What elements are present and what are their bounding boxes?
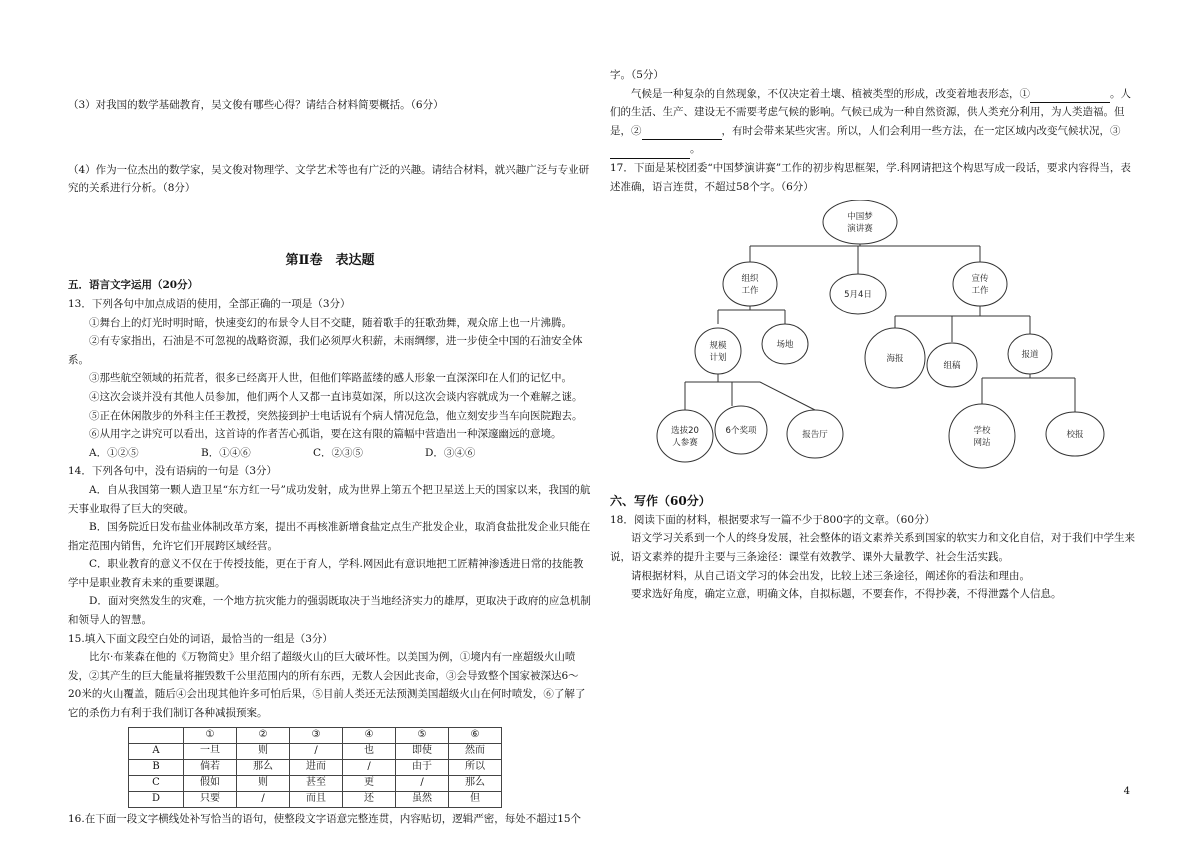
period: 。 (690, 143, 701, 156)
node-publicity (953, 262, 1007, 306)
question-16-stem: 16.在下面一段文字横线处补写恰当的语句，使整段文字语意完整连贯，内容贴切，逻辑严密，每处不超过15个 (68, 812, 582, 825)
label-website-2: 网站 (973, 438, 991, 449)
q13-item: ③那些航空领域的拓荒者，很多已经离开人世，但他们筚路蓝缕的感人形象一直深深印在人们的记忆中。 (89, 372, 572, 385)
label-website-1: 学校 (973, 426, 991, 437)
answer-blank-3[interactable] (610, 146, 690, 159)
table-cell: / (237, 791, 290, 807)
table-cell: 一旦 (184, 743, 237, 759)
table-cell: 只要 (184, 791, 237, 807)
table-cell: 即使 (396, 743, 449, 759)
q15-passage: 比尔·布莱森在他的《万物简史》里介绍了超级火山的巨大破坏性。以美国为例，①境内有一座超级火山喷发，②其产生的巨大能量将摧毁数千公里范围内的所有东西，无数人会因此丧命，③会导致整个国家被深达6～20米的火山覆盖，随后④会出现其他许多可怕后果，⑤目前人类还无法预测美国超级火山在何时喷发，⑥了解了它的杀伤力有利于我们制订各种减损预案。 (68, 651, 586, 720)
table-cell: 则 (237, 743, 290, 759)
blank-2-label: ② (631, 124, 642, 137)
table-cell: D (129, 791, 184, 807)
table-header-row (129, 727, 502, 743)
q13-item: ①舞台上的灯光时明时暗，快速变幻的布景令人目不交睫，随着歌手的狂歌劲舞，观众席上也一片沸腾。 (89, 316, 572, 329)
node-plan (695, 328, 741, 374)
label-solicit: 组稿 (943, 361, 961, 372)
q13-options (68, 444, 592, 463)
question-15-stem: 15.填入下面文段空白处的词语，最恰当的一组是（3分） (68, 632, 333, 645)
answer-blank-2[interactable] (642, 127, 722, 140)
label-report: 报道 (1021, 350, 1039, 361)
q16-text: 气候是一种复杂的自然现象，不仅决定着土壤、植被类型的形成，改变着地表形态， (631, 87, 1020, 100)
table-cell: 由于 (396, 759, 449, 775)
table-cell: ① (184, 727, 237, 743)
label-poster: 海报 (886, 354, 904, 365)
table-cell: 然而 (449, 743, 502, 759)
table-cell: 但 (449, 791, 502, 807)
blank-3-label: ③ (1110, 124, 1121, 137)
q16-passage (610, 85, 1138, 159)
node-select (657, 410, 713, 462)
label-newspaper: 校报 (1066, 430, 1084, 441)
section-6-title: 六、写作（60分） (610, 494, 711, 509)
q13-item: ④这次会谈并没有其他人员参加，他们两个人又都一直讳莫如深，所以这次会谈内容就成为一个难解之谜。 (89, 390, 583, 403)
label-publicity-1: 宣传 (971, 274, 989, 285)
table-cell: ③ (290, 727, 343, 743)
q14-option: B．国务院近日发布盐业体制改革方案，提出不再核准新增食盐定点生产批发企业，取消食盐批发企业只能在指定范围内销售，允许它们开展跨区域经营。 (68, 521, 591, 552)
q13-item: ⑥从用字之讲究可以看出，这首诗的作者苦心孤诣，要在这有限的篇幅中营造出一种深邃幽远的意境。 (89, 428, 562, 441)
table-cell: A (129, 743, 184, 759)
table-cell: 倘若 (184, 759, 237, 775)
node-root (823, 200, 897, 244)
table-row (129, 775, 502, 791)
right-column (610, 66, 1138, 604)
q16-text: 人们的生活、生产、建设无不需要考虑气候的影响。气候已成为一种自然资源，供人类充分利用，为人类造福。 (610, 87, 1131, 119)
label-publicity-2: 工作 (971, 286, 989, 297)
question-3: （3）对我国的数学基础教育，吴文俊有哪些心得？请结合材料简要概括。（6分） (68, 99, 444, 111)
question-18-stem: 18．阅读下面的材料，根据要求写一篇不少于800字的文章。（60分） (610, 513, 936, 526)
table-cell: 则 (237, 775, 290, 791)
q13-option-c: C．②③⑤ (313, 446, 364, 459)
table-cell: ⑤ (396, 727, 449, 743)
question-16-continued: 字。（5分） (610, 69, 664, 81)
label-awards: 6个奖项 (725, 426, 757, 437)
q13-option-a: A．①②⑤ (89, 446, 139, 459)
table-cell: 而且 (290, 791, 343, 807)
left-column (68, 96, 592, 828)
table-cell: 那么 (449, 775, 502, 791)
label-plan-2: 计划 (709, 353, 727, 364)
table-cell: 所以 (449, 759, 502, 775)
table-row (129, 759, 502, 775)
table-cell: / (343, 759, 396, 775)
concept-tree-diagram (610, 200, 1138, 490)
table-cell: ⑥ (449, 727, 502, 743)
label-root-2: 演讲赛 (847, 224, 873, 235)
label-venue: 场地 (776, 340, 794, 351)
blank-1-label: ① (1019, 87, 1030, 100)
q13-item: ②有专家指出，石油是不可忽视的战略资源，我们必须厚火积薪，未雨绸缪，进一步使全中国的石油安全体系。 (68, 335, 583, 366)
table-cell: ② (237, 727, 290, 743)
question-17: 17．下面是某校团委“中国梦演讲赛”工作的初步构思框架，学.科网请把这个构思写成一段话，要求内容得当，表述准确，语言连贯，不超过58个字。（6分） (610, 161, 1131, 193)
label-hall: 报告厅 (802, 430, 828, 441)
q13-option-d: D．③④⑥ (425, 446, 476, 459)
label-plan-1: 规模 (709, 341, 727, 352)
label-org-1: 组织 (741, 274, 759, 285)
q14-option: D．面对突然发生的灾难，一个地方抗灾能力的强弱既取决于当地经济实力的雄厚，更取决于政府的应急机制和领导人的智慧。 (68, 595, 591, 627)
q15-answer-table (128, 727, 502, 808)
answer-blank-1[interactable] (1030, 90, 1110, 103)
table-cell: 还 (343, 791, 396, 807)
q13-option-b: B．①④⑥ (201, 446, 251, 459)
table-cell: 也 (343, 743, 396, 759)
label-root-1: 中国梦 (847, 212, 873, 223)
label-date: 5月4日 (844, 290, 872, 301)
q18-material: 语文学习关系到一个人的终身发展，社会整体的语文素养关系到国家的软实力和文化自信，对于我们中学生来说，语文素养的提升主要与三条途径：课堂有效教学、课外大量教学、社会生活实践。 (610, 532, 1135, 563)
table-cell: 进而 (290, 759, 343, 775)
table-cell (129, 727, 184, 743)
q16-text: 但是， (610, 106, 1125, 137)
table-cell: 更 (343, 775, 396, 791)
question-13-stem: 13．下列各句中加点成语的使用，全部正确的一项是（3分） (68, 297, 351, 310)
table-cell: 甚至 (290, 775, 343, 791)
table-cell: / (396, 775, 449, 791)
table-cell: C (129, 775, 184, 791)
table-cell: ④ (343, 727, 396, 743)
node-website (949, 404, 1015, 468)
q18-requirements: 要求选好角度，确定立意，明确文体，自拟标题，不要套作，不得抄袭，不得泄露个人信息。 (631, 588, 1062, 601)
table-cell: / (290, 743, 343, 759)
table-row (129, 743, 502, 759)
q13-item: ⑤正在休闲散步的外科主任王教授，突然接到护士电话说有个病人情况危急，他立刻安步当车向医院跑去。 (89, 409, 583, 422)
table-cell: 那么 (237, 759, 290, 775)
table-cell: 假如 (184, 775, 237, 791)
q14-option: C．职业教育的意义不仅在于传授技能，更在于育人，学科.网因此有意识地把工匠精神渗透进日常的技能教学中是职业教育未来的重要课题。 (68, 558, 584, 589)
question-14-stem: 14．下列各句中，没有语病的一句是（3分） (68, 465, 278, 478)
diagram-nodes (657, 200, 1104, 468)
label-org-2: 工作 (741, 286, 759, 297)
q16-text: ，有时会带来某些灾害。所以，人们会利用一些方法，在一定区域内改变气候状况， (721, 124, 1110, 137)
q14-option: A．自从我国第一颗人造卫星“东方红一号”成功发射，成为世界上第五个把卫星送上天的国家以来，我国的航天事业取得了巨大的突破。 (68, 483, 591, 515)
q18-task: 请根据材料，从自己语文学习的体会出发，比较上述三条途径，阐述你的看法和理由。 (631, 569, 1030, 582)
table-cell: 虽然 (396, 791, 449, 807)
node-org (723, 262, 777, 306)
table-cell: B (129, 759, 184, 775)
label-select-1: 选拔20 (671, 426, 699, 437)
page-number: 4 (1123, 786, 1130, 797)
question-4: （4）作为一位杰出的数学家，吴文俊对物理学、文学艺术等也有广泛的兴趣。请结合材料，就兴趣广泛与专业研究的关系进行分析。（8分） (68, 163, 590, 195)
section-5-title: 五．语言文字运用（20分） (68, 279, 199, 292)
table-row (129, 791, 502, 807)
part-2-title: 第Ⅱ卷 表达题 (285, 252, 375, 268)
period: 。 (1110, 87, 1121, 100)
label-select-2: 人参赛 (672, 438, 698, 449)
